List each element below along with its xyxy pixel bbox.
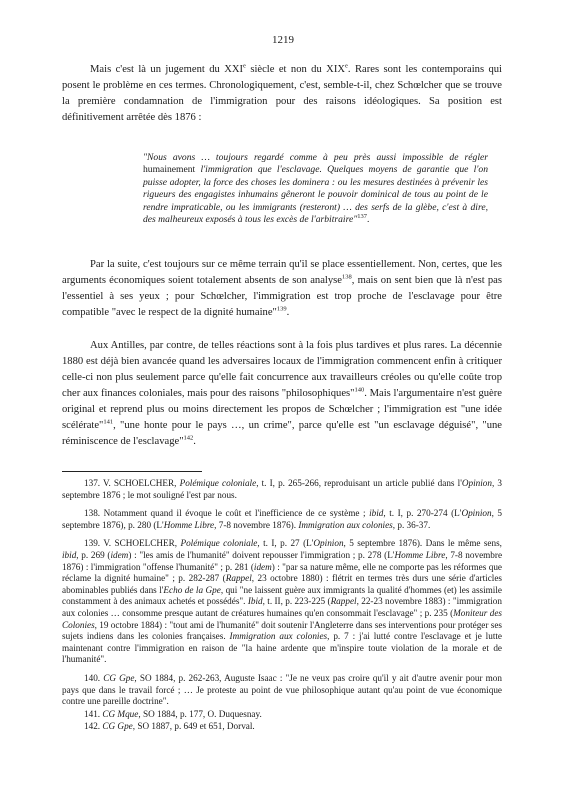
footnote-138: 138. Notamment quand il évoque le coût et l'inefficience de ce système ; ibid, t. I, p. 270-274 (L'Opinion, 5 septembre 1876), p. 280 (L'Homme Libre, 7-8 novembre 1876). Immigration aux colonies, p. 36-37.: [62, 508, 503, 530]
footnote-ref-138: 138: [341, 273, 352, 281]
footnote-ref-140: 140: [354, 386, 365, 394]
footnote-141: 141. CG Mque, SO 1884, p. 177, O. Duquesnay.: [84, 708, 262, 719]
footnote-ref-142: 142: [183, 434, 194, 442]
footnote-142: 142. CG Gpe, SO 1887, p. 649 et 651, Dorval.: [84, 721, 255, 732]
paragraph-1: Mais c'est là un jugement du XXIe siècle et non du XIXe. Rares sont les contemporains qui posent le problème en ces termes. Chronologiquement, c'est, semble-t-il, chez Schœlcher que se trouve la première condamnation de l'immigration pour des raisons idéologiques. Sa position est définitivement arrêtée dès 1876 :: [62, 62, 502, 123]
paragraph-2: Par la suite, c'est toujours sur ce même terrain qu'il se place essentiellement. Non, certes, que les arguments économiques soient totalement absents de son analyse$^{138}$, mais on sent bien que là n'est pas l'essentiel à ses yeux ; pour Schœlcher, l'immigration est trop proche de l'esclavage pour être compatible "avec le respect de la dignité humaine"$^{139}$.: [62, 259, 502, 318]
footnote-137: 137. V. SCHOELCHER, Polémique coloniale, t. I, p. 265-266, reproduisant un article publié dans l'Opinion, 3 septembre 1876 ; le mot souligné l'est par nous.: [62, 478, 503, 500]
paragraph-3: Aux Antilles, par contre, de telles réactions sont à la fois plus tardives et plus rares. La décennie 1880 est déjà bien avancée quand les adversaires locaux de l'immigration commencent enfin à critiquer celle-ci non plus seulement parce qu'elle fait concurrence aux travailleurs créoles ou qu'elle coûte trop cher aux finances coloniales, mais pour des raisons "philosophiques"$^{140}$. Mais l'argumentaire n'est guère original et reprend plus ou moins directement les propos de Schœlcher ; l'immigration est "une idée scélérate"$^{141}$, "une honte pour le pays …, un crime", parce qu'elle est "un esclavage déguisé", "une réminiscence de l'esclavage"$^{142}$.: [62, 340, 502, 447]
footnote-140: 140. CG Gpe, SO 1884, p. 262-263, Auguste Isaac : "Je ne veux pas croire qu'il y ait d'autre avenir pour mon pays que dans le travail forcé ; … Je proteste au point de vue philosophique autant qu'au point de vue économique contre une pareille doctrine".: [62, 672, 502, 707]
footnote-139: 139. V. SCHOELCHER, Polémique coloniale, t. I, p. 27 (L'Opinion, 5 septembre 1876). Dans le même sens, ibid, p. 269 (idem) : "les amis de l'humanité" doivent repousser l'immigration ; p. 278 (L'Homme Libre, 7-8 novembre 1876) : l'immigration "offense l'humanité" ; p. 281 (idem) : "par sa nature même, elle ne comporte pas les réformes que réclame la dignité humaine" ; p. 282-287 (Rappel, 23 octobre 1880) : flétrit en termes très durs une série d'articles abominables publiés dans l'Echo de la Gpe, qui "ne laissent guère aux immigrants la qualité d'hommes (et) les assimile constamment à des animaux achetés et possédés". Ibid, t. II, p. 223-225 (Rappel, 22-23 novembre 1883) : "immigration aux colonies … consomme presque autant de créatures humaines qu'en consommait l'esclavage" ; p. 235 (Moniteur des Colonies, 19 octobre 1884) : "tout ami de l'humanité" doit soutenir l'Angleterre dans ses interventions pour protéger ses sujets indiens dans les colonies françaises. Immigration aux colonies, p. 7 : j'ai lutté contre l'esclavage et je lutte maintenant contre l'immigration en raison de "la haine ardente que m'inspire toute violation de la morale et de l'humanité".: [62, 538, 503, 665]
page-number: 1219: [272, 34, 294, 46]
footnotes: [62, 478, 502, 734]
footnote-ref-141: 141: [103, 418, 114, 426]
footnote-ref-139: 139: [276, 305, 287, 313]
block-quote: "Nous avons … toujours regardé comme à peu près aussi impossible de régler humainement l'immigration que l'esclavage. Quelques moyens de garantie que l'on puisse adopter, la force des choses les dominera : ou les mesures destinées à prévenir les rigueurs des engagistes inhumains gêneront le pouvoir dominical de tous au point de le rendre impraticable, ou les immigrants (resteront) … des serfs de la glèbe, c'est à dire, des malheureux exposés à tous les excès de l'arbitraire"$^{137}$.: [143, 152, 488, 226]
footnote-separator: [62, 471, 202, 472]
